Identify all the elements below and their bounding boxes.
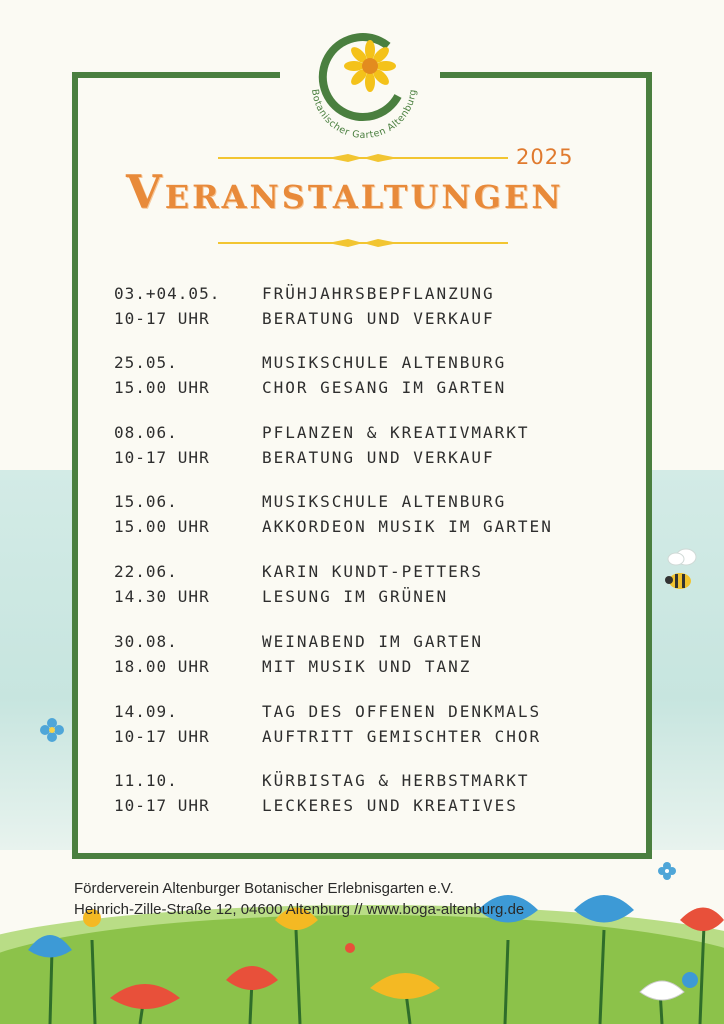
event-subtitle: MIT MUSIK UND TANZ	[262, 657, 472, 676]
garden-logo	[300, 26, 424, 150]
event-date: 11.10.	[114, 771, 178, 790]
flower-red-2	[110, 984, 180, 1009]
event-item	[0, 492, 724, 552]
frame-top-left	[72, 72, 280, 78]
event-date: 14.09.	[114, 702, 178, 721]
event-time: 10-17 UHR	[114, 796, 210, 815]
event-time: 10-17 UHR	[114, 309, 210, 328]
event-subtitle: CHOR GESANG IM GARTEN	[262, 378, 507, 397]
event-subtitle: BERATUNG UND VERKAUF	[262, 448, 495, 467]
flower-blue-3	[574, 895, 634, 923]
footer	[74, 878, 524, 920]
event-time: 18.00 UHR	[114, 657, 210, 676]
event-time: 10-17 UHR	[114, 448, 210, 467]
event-date: 22.06.	[114, 562, 178, 581]
small-flower-icon	[656, 860, 678, 882]
event-date: 08.06.	[114, 423, 178, 442]
event-subtitle: BERATUNG UND VERKAUF	[262, 309, 495, 328]
frame-top-right	[440, 72, 652, 78]
flower-red-3	[680, 908, 724, 932]
footer-organization: Förderverein Altenburger Botanischer Erlebnisgarten e.V.	[74, 880, 454, 897]
event-item	[0, 284, 724, 344]
event-name: WEINABEND IM GARTEN	[262, 632, 484, 651]
flower-white-1	[640, 981, 684, 1000]
frame-bottom	[72, 853, 652, 859]
footer-address[interactable]: Heinrich-Zille-Straße 12, 04600 Altenburg // www.boga-altenburg.de	[74, 901, 525, 918]
event-time: 14.30 UHR	[114, 587, 210, 606]
event-item	[0, 632, 724, 692]
event-item	[0, 771, 724, 831]
event-item	[0, 353, 724, 413]
flower-red-small	[345, 943, 355, 953]
event-date: 03.+04.05.	[114, 284, 221, 303]
event-date: 30.08.	[114, 632, 178, 651]
event-subtitle: AUFTRITT GEMISCHTER CHOR	[262, 727, 542, 746]
event-time: 10-17 UHR	[114, 727, 210, 746]
event-item	[0, 702, 724, 762]
logo-text: Botanischer Garten Altenburg	[309, 88, 419, 142]
flower-red-1	[226, 966, 278, 990]
event-year: 2025	[516, 145, 574, 169]
event-subtitle: LESUNG IM GRÜNEN	[262, 587, 449, 606]
event-name: MUSIKSCHULE ALTENBURG	[262, 353, 507, 372]
event-date: 15.06.	[114, 492, 178, 511]
event-subtitle: LECKERES UND KREATIVES	[262, 796, 518, 815]
flower-yellow-2	[370, 973, 440, 999]
ornament-bottom	[218, 239, 508, 247]
event-name: TAG DES OFFENEN DENKMALS	[262, 702, 542, 721]
event-time: 15.00 UHR	[114, 378, 210, 397]
event-item	[0, 423, 724, 483]
event-date: 25.05.	[114, 353, 178, 372]
event-name: KÜRBISTAG & HERBSTMARKT	[262, 771, 530, 790]
event-name: KARIN KUNDT-PETTERS	[262, 562, 484, 581]
event-name: MUSIKSCHULE ALTENBURG	[262, 492, 507, 511]
ornament-top	[218, 154, 508, 162]
event-time: 15.00 UHR	[114, 517, 210, 536]
flower-blue-1	[28, 935, 72, 958]
event-item	[0, 562, 724, 622]
flower-blue-small	[682, 972, 698, 988]
event-name: PFLANZEN & KREATIVMARKT	[262, 423, 530, 442]
event-subtitle: AKKORDEON MUSIK IM GARTEN	[262, 517, 553, 536]
event-name: FRÜHJAHRSBEPFLANZUNG	[262, 284, 495, 303]
page-title: Veranstaltungen	[126, 165, 564, 219]
